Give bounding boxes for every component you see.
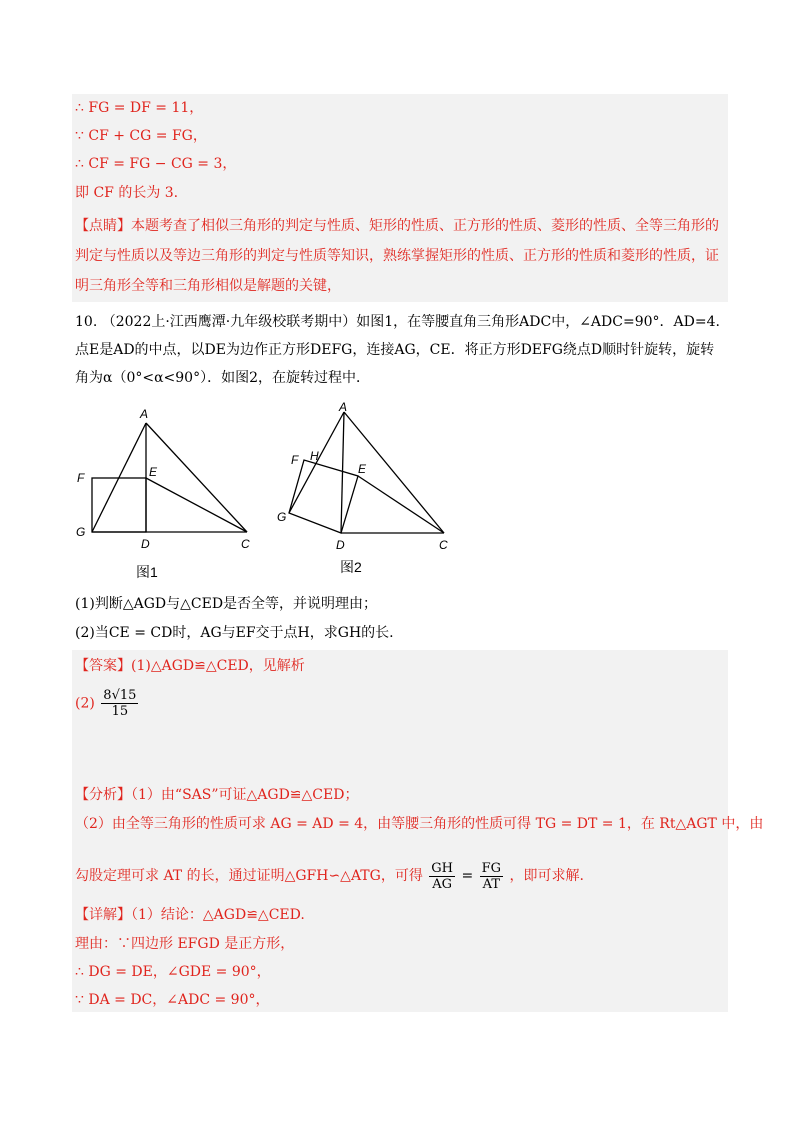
fig2-label-f: F xyxy=(291,453,299,467)
answer-fraction-denominator: 15 xyxy=(111,704,129,719)
analysis-eq: = xyxy=(461,868,474,884)
fig1-segment-ec xyxy=(146,478,247,532)
fig1-label-g: G xyxy=(76,525,86,539)
fig2-label-e: E xyxy=(358,462,367,476)
fig2-label-g: G xyxy=(277,510,287,524)
question-part-1: (1)判断△AGD与△CED是否全等，并说明理由； xyxy=(75,596,378,612)
answer-part2-fraction xyxy=(101,688,138,719)
fig2-segment-ad xyxy=(341,412,344,533)
question-number: 10. xyxy=(75,314,98,330)
fig2-caption: 图2 xyxy=(340,559,362,575)
fig1-label-e: E xyxy=(149,465,158,479)
analysis-fraction-gh-ag xyxy=(429,861,455,892)
fig1-label-d: D xyxy=(141,537,150,551)
analysis-fraction-fg-at xyxy=(480,861,503,892)
fig1-label-f: F xyxy=(77,471,85,485)
analysis-text-3b: ，即可求解. xyxy=(509,868,584,884)
fig2-label-d: D xyxy=(336,538,345,552)
analysis-text-1: （1）由“SAS”可证△AGD≌△CED； xyxy=(131,787,359,803)
dianjing-paragraph xyxy=(75,211,725,301)
fig2-label-a: A xyxy=(339,400,348,414)
analysis-frac2-num: FG xyxy=(481,860,502,876)
question-part-2: (2)当CE = CD时，AG与EF交于点H，求GH的长. xyxy=(75,625,394,641)
analysis-frac1-num: GH xyxy=(431,860,454,876)
fig1-square-defg xyxy=(92,478,146,532)
answer-fraction-numerator: 8√15 xyxy=(103,688,137,703)
prev-line-3: ∴ CF = FG − CG = 3， xyxy=(75,156,237,172)
prev-line-2: ∵ CF + CG = FG， xyxy=(75,128,207,144)
detail-label: 【详解】 xyxy=(75,907,131,923)
answer-part2-prefix: (2) xyxy=(75,695,95,712)
detail-line-3: ∴ DG = DE，∠GDE = 90°， xyxy=(75,964,271,980)
prev-line-1: ∴ FG = DF = 11， xyxy=(75,100,204,116)
answer-label: 【答案】 xyxy=(75,658,131,674)
answer-part1: (1)△AGD≌△CED，见解析 xyxy=(131,658,305,674)
analysis-line-1 xyxy=(75,785,358,805)
analysis-line-2: （2）由全等三角形的性质可求 AG = AD = 4，由等腰三角形的性质可得 TG = DT = 1，在 Rt△AGT 中，由 xyxy=(75,816,764,832)
answer-line-2 xyxy=(75,688,140,719)
dianjing-text: 本题考查了相似三角形的判定与性质、矩形的性质、正方形的性质、菱形的性质、全等三角形的判定与性质以及等边三角形的判定与性质等知识，熟练掌握矩形的性质、正方形的性质和菱形的性质，证明三角形全等和三角形相似是解题的关键， xyxy=(75,218,719,294)
fig1-label-a: A xyxy=(140,407,149,421)
fig2-label-h: H xyxy=(310,449,319,463)
question-text: 如图1，在等腰直角三角形ADC中，∠ADC=90°．AD=4.点E是AD的中点，以DE为边作正方形DEFG，连接AG，CE．将正方形DEFG绕点D顺时针旋转，旋转角为α（0°<α<90°）．如图2，在旋转过程中． xyxy=(75,314,720,386)
fig2-square-defg xyxy=(289,460,358,533)
figure-2 xyxy=(272,400,462,585)
answer-line-1 xyxy=(75,656,305,676)
fig1-segment-ac xyxy=(146,423,247,532)
detail-line-4: ∵ DA = DC，∠ADC = 90°， xyxy=(75,992,270,1008)
figure-1 xyxy=(72,405,262,585)
detail-line-1 xyxy=(75,905,305,925)
dianjing-label: 【点睛】 xyxy=(75,218,131,234)
fig1-label-c: C xyxy=(241,537,250,551)
analysis-frac2-den: AT xyxy=(482,876,501,892)
analysis-label: 【分析】 xyxy=(75,787,131,803)
question-source: （2022上·江西鹰潭·九年级校联考期中） xyxy=(101,314,357,330)
detail-line-2: 理由：∵四边形 EFGD 是正方形， xyxy=(75,936,295,952)
analysis-text-3a: 勾股定理可求 AT 的长，通过证明△GFH∽△ATG，可得 xyxy=(75,868,423,884)
fig2-label-c: C xyxy=(439,538,448,552)
question-stem xyxy=(75,308,725,392)
fig1-caption: 图1 xyxy=(136,564,158,580)
fig2-segment-ec xyxy=(358,476,444,533)
analysis-line-3 xyxy=(75,860,584,892)
analysis-frac1-den: AG xyxy=(432,876,453,892)
prev-line-4: 即 CF 的长为 3. xyxy=(75,185,179,201)
detail-text-1: （1）结论：△AGD≌△CED. xyxy=(131,907,305,923)
